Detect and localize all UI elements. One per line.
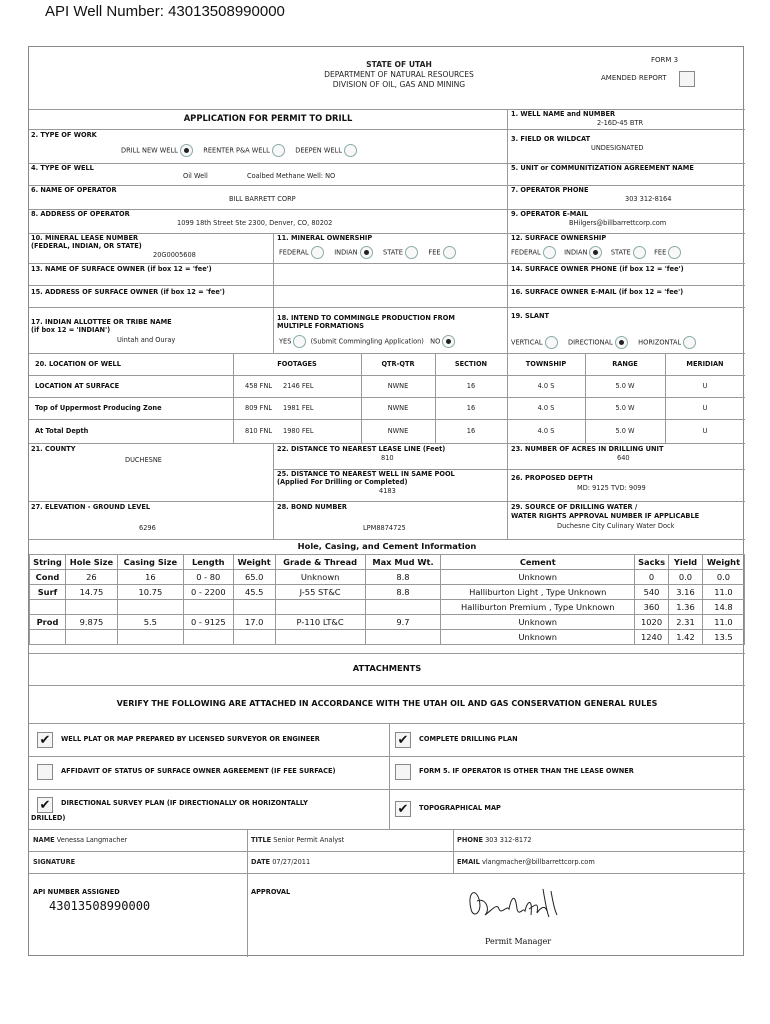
- mineral-indian-radio[interactable]: [360, 246, 373, 259]
- col-cement-weight: Weight: [702, 555, 744, 570]
- table-row: [30, 570, 745, 585]
- title-label: TITLE: [251, 836, 272, 844]
- approval-signature-image: [463, 879, 573, 929]
- attachments-title: ATTACHMENTS: [352, 663, 422, 673]
- row-fel: 2146 FEL: [283, 382, 314, 390]
- cell: 360: [635, 600, 669, 615]
- surface-fee-radio[interactable]: [668, 246, 681, 259]
- cell: [65, 630, 117, 645]
- elevation-label: 27. ELEVATION - GROUND LEVEL: [31, 503, 151, 511]
- permit-form: [28, 46, 744, 956]
- cell: 1.42: [669, 630, 703, 645]
- col-grade: Grade & Thread: [275, 555, 365, 570]
- commingle-options: [279, 335, 455, 348]
- coalbed-value: Coalbed Methane Well: NO: [247, 172, 336, 180]
- row-fnl: 810 FNL: [245, 427, 273, 435]
- col-weight: Weight: [233, 555, 275, 570]
- cell: 0.0: [702, 570, 744, 585]
- cell: 1240: [635, 630, 669, 645]
- mineral-state-label: STATE: [383, 248, 403, 257]
- cell: 540: [635, 585, 669, 600]
- surface-fee-label: FEE: [654, 248, 667, 257]
- mineral-state-radio[interactable]: [405, 246, 418, 259]
- cell: 16: [117, 570, 183, 585]
- cell: 45.5: [233, 585, 275, 600]
- surface-state-label: STATE: [610, 248, 631, 257]
- attachment-well-plat: WELL PLAT OR MAP PREPARED BY LICENSED SURVEYOR OR ENGINEER: [61, 735, 320, 743]
- cell: 1.36: [669, 600, 703, 615]
- water-source-label: 29. SOURCE OF DRILLING WATER /: [511, 503, 638, 511]
- water-source-value: Duchesne City Culinary Water Dock: [557, 522, 675, 530]
- date-label: DATE: [251, 858, 271, 866]
- date-value: 07/27/2011: [272, 858, 311, 866]
- slant-label: 19. SLANT: [511, 312, 550, 320]
- cell: 17.0: [233, 615, 275, 630]
- row-township: 4.0 S: [537, 382, 555, 390]
- attachment-affidavit: AFFIDAVIT OF STATUS OF SURFACE OWNER AGREEMENT (IF FEE SURFACE): [61, 767, 336, 775]
- footages-header: FOOTAGES: [277, 360, 317, 368]
- row-qtr: NWNE: [387, 382, 409, 390]
- row-fel: 1981 FEL: [283, 404, 314, 412]
- mineral-ownership-label: 11. MINERAL OWNERSHIP: [277, 234, 373, 242]
- operator-address-label: 8. ADDRESS OF OPERATOR: [31, 210, 130, 218]
- qtr-header: QTR-QTR: [381, 360, 415, 368]
- col-string: String: [30, 555, 66, 570]
- row-qtr: NWNE: [387, 427, 409, 435]
- cell: [183, 600, 233, 615]
- well-name-value: 2-16D-45 BTR: [597, 119, 644, 127]
- lease-number-label: 10. MINERAL LEASE NUMBER: [31, 234, 139, 242]
- surface-state-radio[interactable]: [633, 246, 646, 259]
- row-range: 5.0 W: [615, 382, 635, 390]
- col-mud-wt: Max Mud Wt.: [365, 555, 441, 570]
- commingle-yes-radio[interactable]: [293, 335, 306, 348]
- operator-address-value: 1099 18th Street Ste 2300, Denver, CO, 80202: [177, 219, 333, 227]
- slant-directional-label: DIRECTIONAL: [568, 338, 613, 347]
- attachment-directional-cont: DRILLED): [31, 814, 66, 822]
- drill-new-well-radio[interactable]: [180, 144, 193, 157]
- surface-owner-email-label: 16. SURFACE OWNER E-MAIL (if box 12 = 'fee'): [511, 288, 684, 296]
- mineral-fee-radio[interactable]: [443, 246, 456, 259]
- row-fel: 1980 FEL: [283, 427, 314, 435]
- operator-name-value: BILL BARRETT CORP: [229, 195, 296, 203]
- nearest-well-label: 25. DISTANCE TO NEAREST WELL IN SAME POOL: [277, 470, 455, 478]
- field-label: 3. FIELD OR WILDCAT: [511, 135, 591, 143]
- api-well-number: API Well Number: 43013508990000: [45, 3, 285, 20]
- allottee-sublabel: (if box 12 = 'INDIAN'): [31, 326, 111, 334]
- email-field: [457, 859, 595, 867]
- approval-label: APPROVAL: [251, 888, 291, 896]
- unit-agreement-label: 5. UNIT or COMMUNITIZATION AGREEMENT NAME: [511, 164, 694, 172]
- row-township: 4.0 S: [537, 404, 555, 412]
- name-label: NAME: [33, 836, 55, 844]
- table-row: [30, 630, 745, 645]
- row-section: 16: [466, 404, 476, 412]
- col-hole-size: Hole Size: [65, 555, 117, 570]
- casing-header-row: [30, 555, 745, 570]
- surface-owner-address-label: 15. ADDRESS OF SURFACE OWNER (if box 12 = 'fee'): [31, 288, 225, 296]
- phone-label: PHONE: [457, 836, 483, 844]
- name-value: Venessa Langmacher: [56, 836, 128, 844]
- range-header: RANGE: [612, 360, 638, 368]
- cell: Surf: [30, 585, 66, 600]
- api-assigned-value: 43013508990000: [49, 899, 151, 913]
- phone-field: [457, 837, 532, 845]
- email-value: vlangmacher@billbarrettcorp.com: [481, 858, 595, 866]
- surface-indian-radio[interactable]: [589, 246, 602, 259]
- phone-value: 303 312-8172: [485, 836, 532, 844]
- surface-ownership-label: 12. SURFACE OWNERSHIP: [511, 234, 607, 242]
- name-field: [33, 837, 127, 845]
- county-value: DUCHESNE: [125, 456, 162, 464]
- field-value: UNDESIGNATED: [591, 144, 644, 152]
- county-label: 21. COUNTY: [31, 445, 76, 453]
- surface-indian-label: INDIAN: [564, 248, 588, 257]
- commingle-no-label: NO: [430, 337, 441, 346]
- elevation-value: 6296: [139, 524, 156, 532]
- bond-number-label: 28. BOND NUMBER: [277, 503, 347, 511]
- attachment-checkbox-drilling-plan[interactable]: ✔: [395, 732, 411, 748]
- row-range: 5.0 W: [615, 404, 635, 412]
- proposed-depth-value: MD: 9125 TVD: 9099: [577, 484, 646, 492]
- cell: 11.0: [702, 585, 744, 600]
- surface-owner-phone-label: 14. SURFACE OWNER PHONE (if box 12 = 'fee'): [511, 265, 684, 273]
- bond-number-value: LPM8874725: [363, 524, 406, 532]
- cell: 9.875: [65, 615, 117, 630]
- attachment-checkbox-well-plat[interactable]: ✔: [37, 732, 53, 748]
- surface-ownership-options: [511, 246, 681, 259]
- water-source-sublabel: WATER RIGHTS APPROVAL NUMBER IF APPLICABLE: [511, 512, 700, 520]
- cell: 3.16: [669, 585, 703, 600]
- cell: [233, 630, 275, 645]
- cell: [117, 600, 183, 615]
- cell: 0 - 2200: [183, 585, 233, 600]
- department: DEPARTMENT OF NATURAL RESOURCES: [324, 70, 474, 79]
- cell: 2.31: [669, 615, 703, 630]
- operator-email-value: BHilgers@billbarrettcorp.com: [569, 219, 667, 227]
- title-field: [251, 837, 344, 845]
- operator-phone-label: 7. OPERATOR PHONE: [511, 186, 589, 194]
- amended-report-checkbox[interactable]: [679, 71, 695, 87]
- cell: [365, 630, 441, 645]
- operator-email-label: 9. OPERATOR E-MAIL: [511, 210, 589, 218]
- meridian-header: MERIDIAN: [686, 360, 724, 368]
- mineral-federal-label: FEDERAL: [279, 248, 309, 257]
- lease-line-distance-label: 22. DISTANCE TO NEAREST LEASE LINE (Feet): [277, 445, 446, 453]
- commingle-yes-label: YES: [279, 337, 292, 346]
- surface-federal-radio[interactable]: [543, 246, 556, 259]
- cell: [65, 600, 117, 615]
- slant-horizontal-label: HORIZONTAL: [638, 338, 682, 347]
- row-name: Top of Uppermost Producing Zone: [35, 404, 162, 412]
- cell: Unknown: [441, 570, 635, 585]
- lease-number-value: 20G0005608: [153, 251, 196, 259]
- nearest-well-sublabel: (Applied For Drilling or Completed): [277, 478, 408, 486]
- state-title: STATE OF UTAH: [366, 60, 432, 69]
- slant-vertical-radio[interactable]: [545, 336, 558, 349]
- cell: 65.0: [233, 570, 275, 585]
- table-row: [30, 585, 745, 600]
- division: DIVISION OF OIL, GAS AND MINING: [332, 80, 466, 89]
- cell: 0 - 80: [183, 570, 233, 585]
- row-range: 5.0 W: [615, 427, 635, 435]
- cell: 5.5: [117, 615, 183, 630]
- cell: 14.8: [702, 600, 744, 615]
- cell: Halliburton Premium , Type Unknown: [441, 600, 635, 615]
- surface-federal-label: FEDERAL: [511, 248, 541, 257]
- acres-label: 23. NUMBER OF ACRES IN DRILLING UNIT: [511, 445, 664, 453]
- row-township: 4.0 S: [537, 427, 555, 435]
- attachment-checkbox-affidavit[interactable]: [37, 764, 53, 780]
- cell: [117, 630, 183, 645]
- deepen-label: DEEPEN WELL: [295, 146, 342, 155]
- acres-value: 640: [617, 454, 630, 462]
- mineral-ownership-options: [279, 246, 456, 259]
- cell: Prod: [30, 615, 66, 630]
- cell: 1020: [635, 615, 669, 630]
- signature-field: [33, 859, 75, 867]
- row-name: LOCATION AT SURFACE: [35, 382, 120, 390]
- form-title: APPLICATION FOR PERMIT TO DRILL: [183, 113, 353, 123]
- cell: 13.5: [702, 630, 744, 645]
- allottee-value: Uintah and Ouray: [117, 336, 176, 344]
- attachment-drilling-plan: COMPLETE DRILLING PLAN: [419, 735, 518, 743]
- attachment-directional: DIRECTIONAL SURVEY PLAN (IF DIRECTIONALLY OR HORIZONTALLY: [61, 799, 308, 807]
- signature-label: SIGNATURE: [33, 858, 76, 866]
- col-length: Length: [183, 555, 233, 570]
- slant-horizontal-radio[interactable]: [683, 336, 696, 349]
- cell: [365, 600, 441, 615]
- cell: Cond: [30, 570, 66, 585]
- cell: Halliburton Light , Type Unknown: [441, 585, 635, 600]
- table-row: [30, 615, 745, 630]
- reenter-label: REENTER P&A WELL: [203, 146, 270, 155]
- commingle-label: 18. INTEND TO COMMINGLE PRODUCTION FROM: [277, 314, 455, 322]
- type-of-well-label: 4. TYPE OF WELL: [31, 164, 94, 172]
- col-cement: Cement: [441, 555, 635, 570]
- cell: 0: [635, 570, 669, 585]
- email-label: EMAIL: [457, 858, 480, 866]
- row-fnl: 458 FNL: [245, 382, 273, 390]
- attachment-checkbox-directional[interactable]: ✔: [37, 797, 53, 813]
- cell: [183, 630, 233, 645]
- cell: 0.0: [669, 570, 703, 585]
- section-header: SECTION: [454, 360, 488, 368]
- cell: J-55 ST&C: [275, 585, 365, 600]
- casing-title: Hole, Casing, and Cement Information: [297, 541, 477, 551]
- cell: 11.0: [702, 615, 744, 630]
- township-header: TOWNSHIP: [525, 360, 567, 368]
- cell: Unknown: [275, 570, 365, 585]
- amended-report-label: AMENDED REPORT: [601, 74, 667, 82]
- approver-title: Permit Manager: [485, 937, 552, 946]
- cell: [30, 630, 66, 645]
- cell: [275, 600, 365, 615]
- row-fnl: 809 FNL: [245, 404, 273, 412]
- attachment-form5: FORM 5. IF OPERATOR IS OTHER THAN THE LEASE OWNER: [419, 767, 634, 775]
- cell: 14.75: [65, 585, 117, 600]
- drill-new-well-label: DRILL NEW WELL: [121, 146, 178, 155]
- allottee-label: 17. INDIAN ALLOTTEE OR TRIBE NAME: [31, 318, 172, 326]
- cell: P-110 LT&C: [275, 615, 365, 630]
- row-name: At Total Depth: [35, 427, 89, 435]
- reenter-radio[interactable]: [272, 144, 285, 157]
- proposed-depth-label: 26. PROPOSED DEPTH: [511, 474, 593, 482]
- form-number: FORM 3: [651, 56, 679, 64]
- cell: 9.7: [365, 615, 441, 630]
- type-of-work-options: [121, 144, 357, 157]
- col-yield: Yield: [669, 555, 703, 570]
- slant-vertical-label: VERTICAL: [511, 338, 543, 347]
- type-of-well-value: Oil Well: [183, 172, 208, 180]
- mineral-federal-radio[interactable]: [311, 246, 324, 259]
- date-field: [251, 859, 310, 867]
- deepen-radio[interactable]: [344, 144, 357, 157]
- col-sacks: Sacks: [635, 555, 669, 570]
- surface-owner-name-label: 13. NAME OF SURFACE OWNER (if box 12 = 'fee'): [31, 265, 212, 273]
- cell: 26: [65, 570, 117, 585]
- operator-name-label: 6. NAME OF OPERATOR: [31, 186, 117, 194]
- commingle-sublabel: MULTIPLE FORMATIONS: [277, 322, 364, 330]
- cell: [275, 630, 365, 645]
- cell: [233, 600, 275, 615]
- cell: [30, 600, 66, 615]
- row-section: 16: [466, 427, 476, 435]
- attachment-topo-map: TOPOGRAPHICAL MAP: [419, 804, 501, 812]
- attachments-verify: VERIFY THE FOLLOWING ARE ATTACHED IN ACCORDANCE WITH THE UTAH OIL AND GAS CONSERVATION GENERAL RULES: [116, 699, 658, 708]
- location-header: 20. LOCATION OF WELL: [35, 360, 121, 368]
- operator-phone-value: 303 312-8164: [625, 195, 672, 203]
- row-meridian: U: [702, 404, 708, 412]
- lease-line-distance-value: 810: [381, 454, 394, 462]
- commingle-no-radio[interactable]: [442, 335, 455, 348]
- cell: 0 - 9125: [183, 615, 233, 630]
- cell: 10.75: [117, 585, 183, 600]
- row-qtr: NWNE: [387, 404, 409, 412]
- commingle-note: (Submit Commingling Application): [310, 337, 424, 346]
- title-value: Senior Permit Analyst: [273, 836, 345, 844]
- attachment-checkbox-form5[interactable]: [395, 764, 411, 780]
- nearest-well-value: 4183: [379, 487, 396, 495]
- well-name-label: 1. WELL NAME and NUMBER: [511, 110, 616, 118]
- row-section: 16: [466, 382, 476, 390]
- slant-directional-radio[interactable]: [615, 336, 628, 349]
- casing-table: [29, 554, 745, 645]
- mineral-indian-label: INDIAN: [334, 248, 358, 257]
- lease-number-sublabel: (FEDERAL, INDIAN, OR STATE): [31, 242, 142, 250]
- slant-options: [511, 336, 696, 349]
- cell: Unknown: [441, 630, 635, 645]
- row-meridian: U: [702, 427, 708, 435]
- table-row: [30, 600, 745, 615]
- cell: 8.8: [365, 570, 441, 585]
- col-casing-size: Casing Size: [117, 555, 183, 570]
- attachment-checkbox-topo[interactable]: ✔: [395, 801, 411, 817]
- mineral-fee-label: FEE: [428, 248, 441, 257]
- cell: 8.8: [365, 585, 441, 600]
- type-of-work-label: 2. TYPE OF WORK: [31, 131, 97, 139]
- cell: Unknown: [441, 615, 635, 630]
- api-assigned-label: API NUMBER ASSIGNED: [33, 888, 120, 896]
- row-meridian: U: [702, 382, 708, 390]
